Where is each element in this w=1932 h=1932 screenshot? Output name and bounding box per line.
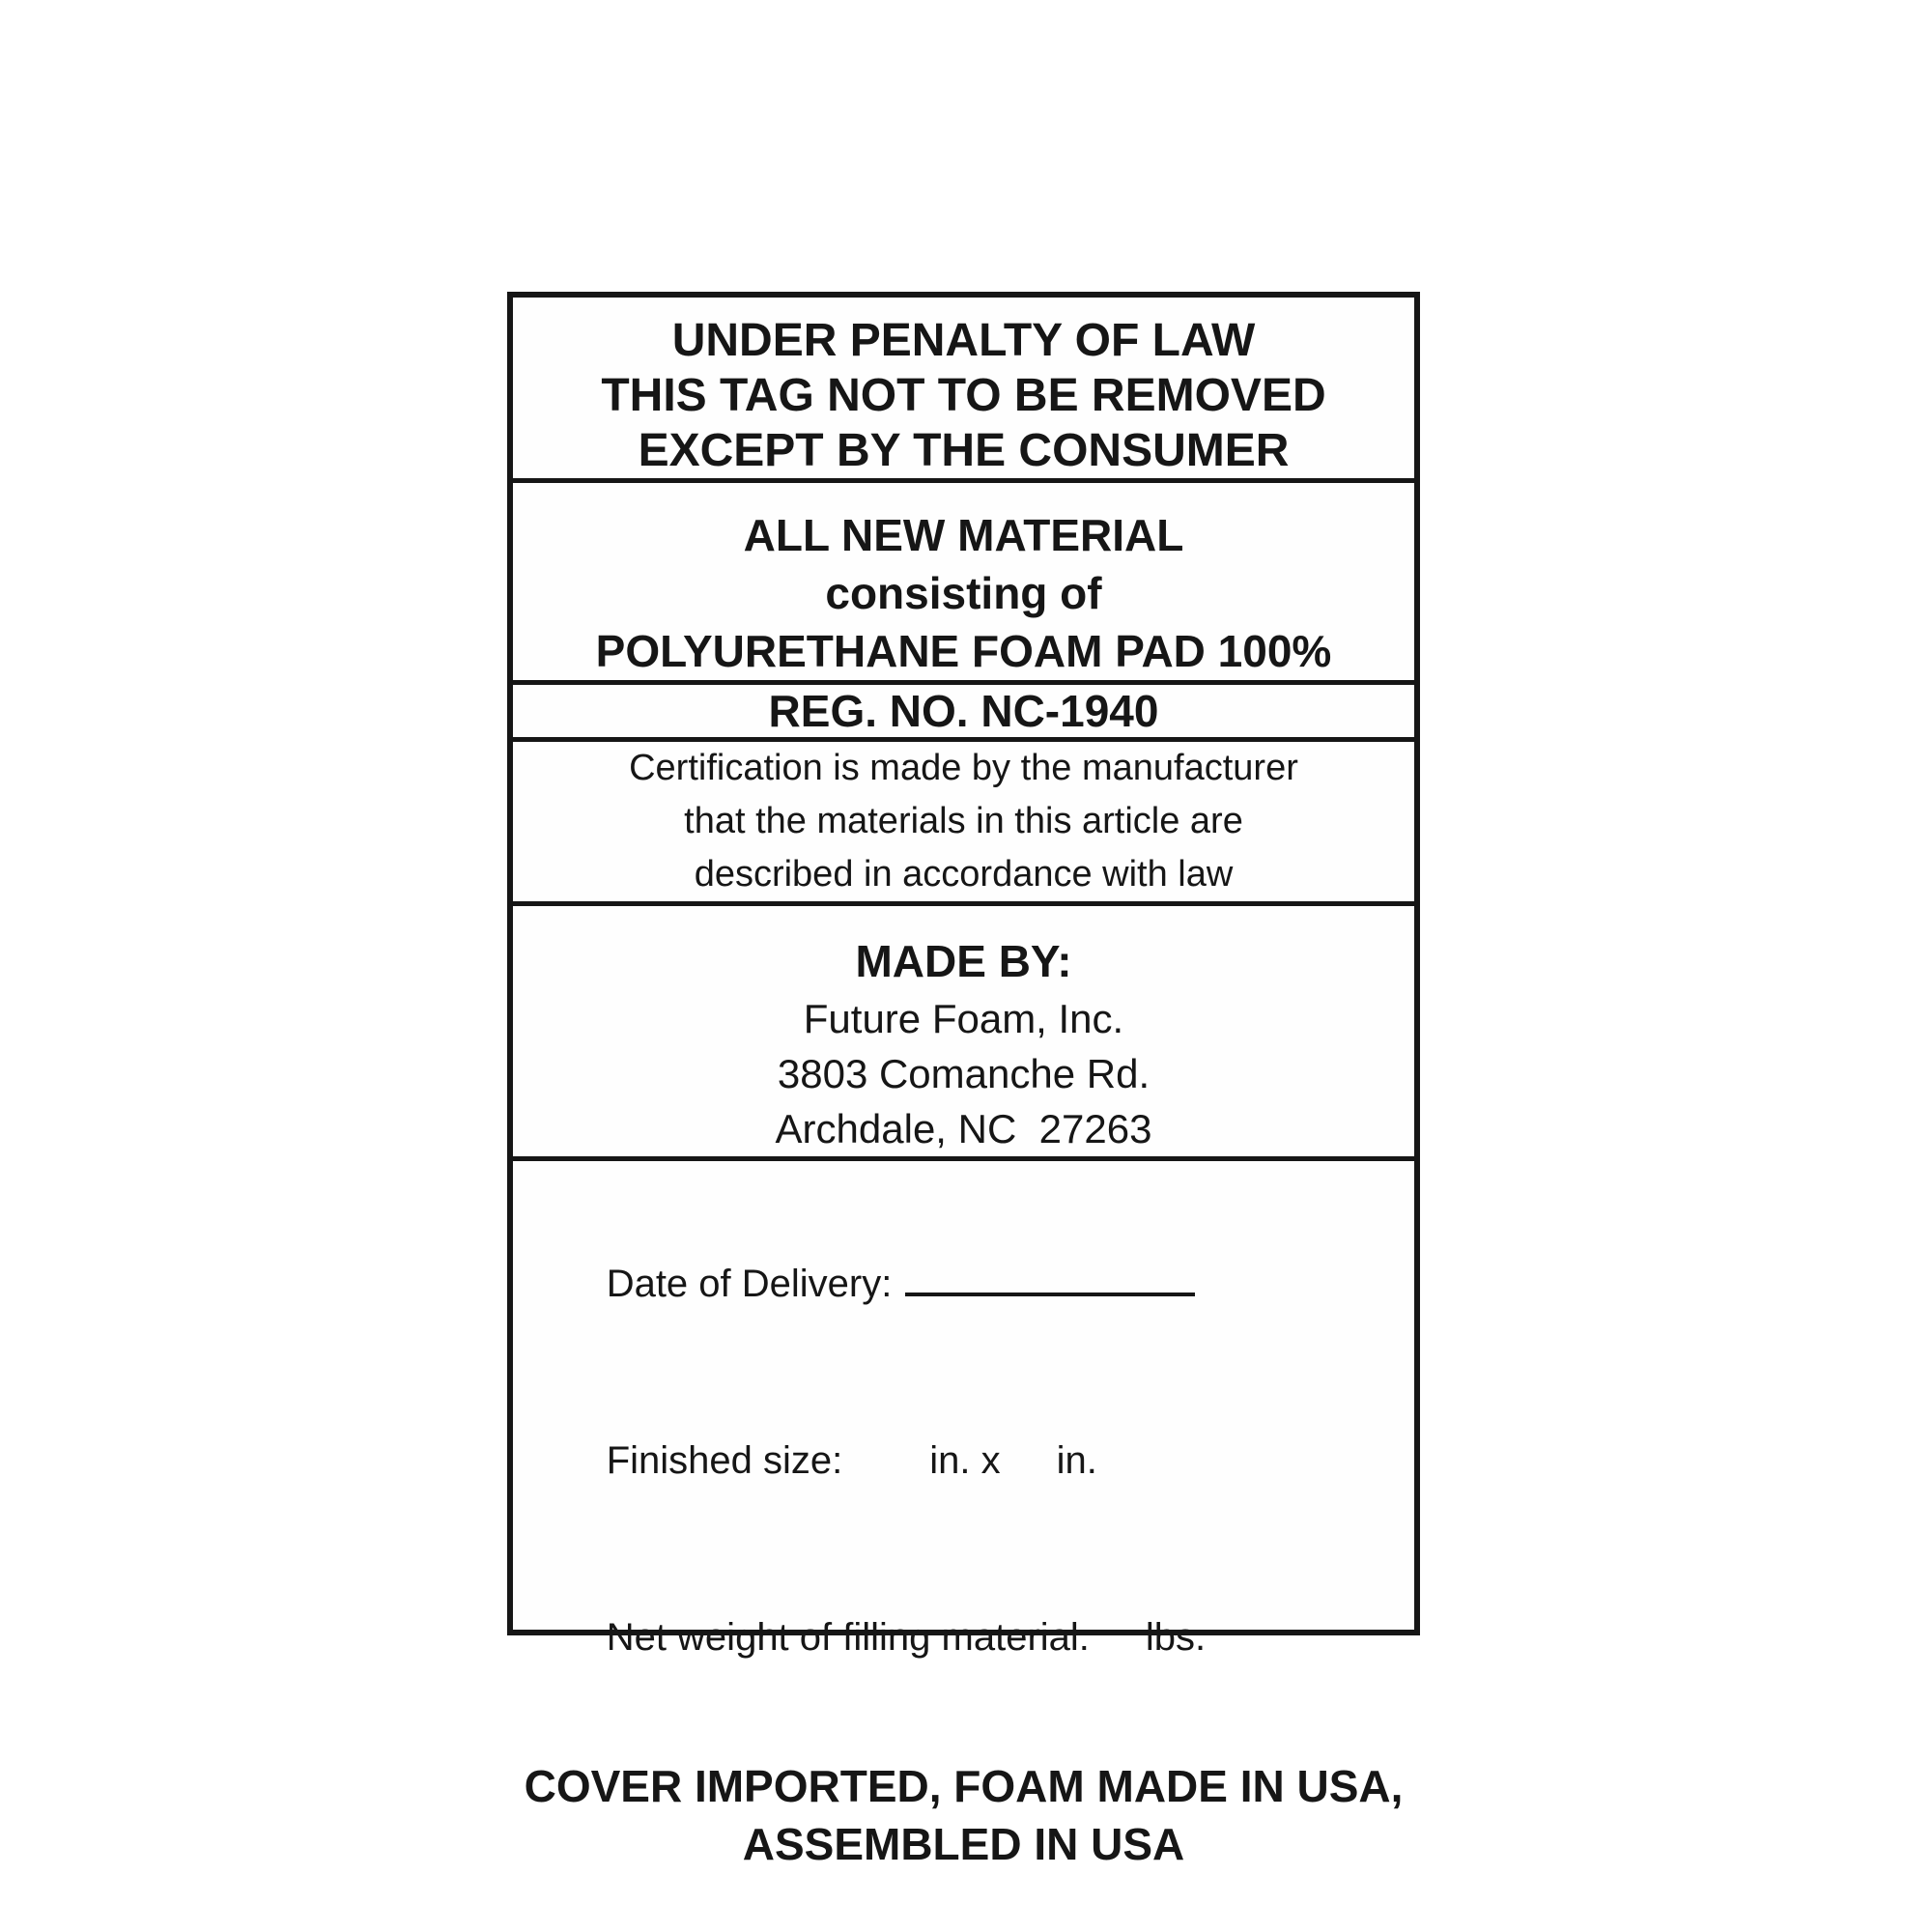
date-of-delivery-line — [513, 1196, 1414, 1373]
origin-line-1: COVER IMPORTED, FOAM MADE IN USA, — [524, 1761, 1404, 1811]
section-registration-number — [513, 685, 1414, 742]
manufacturer-city-state-zip: Archdale, NC 27263 — [775, 1106, 1152, 1151]
net-weight-line — [513, 1549, 1414, 1726]
origin-statement — [513, 1757, 1414, 1873]
material-line-3: POLYURETHANE FOAM PAD 100% — [595, 626, 1332, 676]
material-line-1: ALL NEW MATERIAL — [743, 510, 1184, 560]
date-of-delivery-label: Date of Delivery: — [606, 1263, 893, 1305]
net-weight-label: Net weight of filling material: — [606, 1616, 1090, 1659]
section-penalty-notice — [513, 298, 1414, 483]
registration-number: REG. NO. NC-1940 — [768, 686, 1159, 736]
manufacturer-street: 3803 Comanche Rd. — [777, 1051, 1151, 1096]
penalty-line-1: UNDER PENALTY OF LAW — [671, 315, 1256, 366]
section-delivery-details — [513, 1161, 1414, 1873]
date-of-delivery-blank — [905, 1260, 1195, 1296]
section-material-contents — [513, 483, 1414, 685]
finished-size-label: Finished size: — [606, 1439, 843, 1482]
origin-line-2: ASSEMBLED IN USA — [742, 1819, 1185, 1869]
made-by-heading: MADE BY: — [855, 936, 1072, 986]
finished-size-unit-1: in. x — [929, 1439, 1001, 1482]
finished-size-unit-2: in. — [1056, 1439, 1097, 1482]
manufacturer-name: Future Foam, Inc. — [803, 996, 1124, 1041]
penalty-line-2: THIS TAG NOT TO BE REMOVED — [601, 370, 1326, 421]
law-label-card — [507, 292, 1420, 1869]
certification-line-2: that the materials in this article are — [684, 801, 1243, 841]
material-line-2: consisting of — [825, 568, 1102, 618]
penalty-line-3: EXCEPT BY THE CONSUMER — [638, 425, 1290, 476]
section-made-by — [513, 906, 1414, 1161]
net-weight-unit: lbs. — [1145, 1616, 1207, 1659]
certification-line-3: described in accordance with law — [694, 854, 1234, 895]
section-certification — [513, 742, 1414, 906]
certification-line-1: Certification is made by the manufacturer — [629, 748, 1298, 788]
finished-size-line — [513, 1373, 1414, 1549]
